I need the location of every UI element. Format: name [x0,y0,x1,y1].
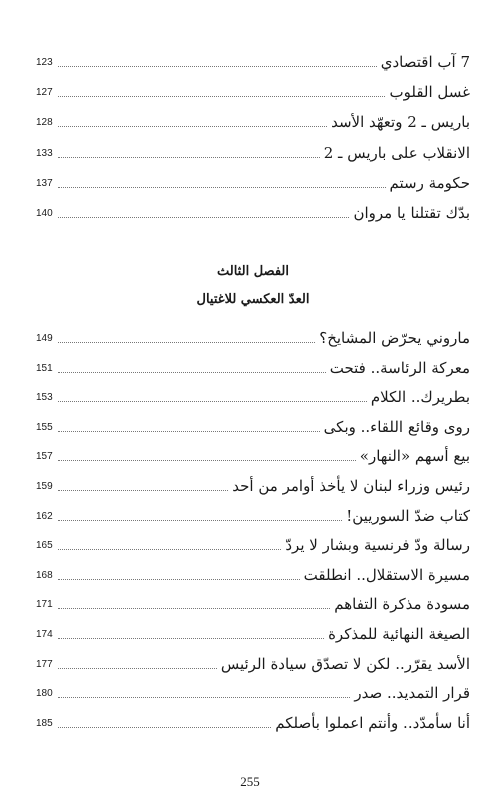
toc-entry-page: 157 [36,451,53,463]
toc-entry-page: 180 [36,688,53,700]
page-number: 255 [240,774,260,789]
toc-entry [36,709,470,733]
leader-dots [58,400,367,402]
toc-entry [36,620,470,644]
toc-entry [36,169,470,193]
toc-entry-title: قرار التمديد.. صدر [354,684,470,703]
leader-dots [58,156,320,158]
toc-entry-title: مسودة مذكرة التفاهم [334,595,470,614]
toc-entry [36,679,470,703]
leader-dots [58,459,356,461]
leader-dots [58,637,324,639]
toc-entry [36,472,470,496]
leader-dots [58,726,271,728]
toc-entry-title: رسالة ودّ فرنسية وبشار لا يردّ [285,536,470,555]
toc-entry-title: الأسد يقرّر.. لكن لا تصدّق سيادة الرئيس [220,654,470,673]
leader-dots [58,696,350,698]
leader-dots [58,341,315,343]
toc-entry-title: أنا سأمدّد.. وأنتم اعملوا بأصلكم [275,713,470,732]
toc-entry-title: بطريرك.. الكلام [370,388,470,407]
leader-dots [58,578,300,580]
toc-entry-page: 127 [36,87,53,99]
toc-entry [36,139,470,163]
toc-entry [36,383,470,407]
toc-entry-page: 174 [36,629,53,640]
toc-entry [36,590,470,614]
leader-dots [58,125,327,127]
leader-dots [58,65,377,67]
toc-entry-page: 133 [36,147,53,159]
toc-entry [36,324,470,348]
toc-entry-page: 185 [36,717,53,729]
toc-entry-page: 155 [36,421,53,433]
toc-entry-page: 137 [36,177,53,189]
toc-entry [36,502,470,526]
toc-entry-title: روى وقائع اللقاء.. وبكى [323,417,470,436]
toc-entry [36,199,470,223]
leader-dots [58,489,228,491]
toc-entry-page: 140 [36,208,53,219]
toc-entry-title: كتاب ضدّ السوريين! [346,506,470,525]
chapter-subheading: العدّ العكسي للاغتيال [196,292,310,307]
toc-entry-title: معركة الرئاسة.. فتحت [329,358,470,377]
leader-dots [58,607,330,609]
leader-dots [58,430,320,432]
toc-entry [36,561,470,585]
toc-entry-title: باريس ـ 2 وتعهّد الأسد [331,113,470,132]
toc-entry-page: 165 [36,540,53,552]
toc-entry-page: 177 [36,658,53,670]
toc-entry-page: 159 [36,481,53,492]
toc-entry-title: مسيرة الاستقلال.. انطلقت [303,565,470,584]
toc-entry [36,531,470,555]
toc-entry-title: حكومة رستم [389,173,470,192]
toc-entry-page: 171 [36,599,53,611]
toc-entry-page: 123 [36,57,53,68]
toc-entry-title: 7 آب اقتصادي [380,53,470,71]
toc-entry-title: رئيس وزراء لبنان لا يأخذ أوامر من أحد [232,477,470,495]
leader-dots [58,371,326,373]
toc-entry [36,354,470,378]
toc-entry-title: بيع أسهم «النهار» [359,447,470,466]
leader-dots [58,95,385,97]
toc-entry-page: 149 [36,333,53,344]
toc-entry-title: ماروني يحرّض المشايخ؟ [319,329,470,347]
toc-entry-title: الانقلاب على باريس ـ 2 [323,143,470,162]
toc-entry [36,78,470,102]
toc-entry [36,413,470,437]
leader-dots [58,667,217,669]
leader-dots [58,519,342,521]
toc-entry [36,650,470,674]
toc-entry-page: 162 [36,510,53,522]
toc-entry [36,442,470,466]
chapter-heading: الفصل الثالث [217,264,289,279]
toc-entry-title: غسل القلوب [389,83,470,102]
toc-entry-page: 151 [36,362,53,374]
toc-entry-page: 153 [36,392,53,404]
leader-dots [58,216,349,218]
leader-dots [58,186,386,188]
toc-entry [36,48,470,72]
toc-entry [36,108,470,132]
toc-entry-title: الصيغة النهائية للمذكرة [328,625,470,643]
toc-entry-page: 168 [36,569,53,581]
leader-dots [58,548,281,550]
toc-entry-title: بدّك تقتلنا يا مروان [353,204,470,222]
toc-entry-page: 128 [36,117,53,129]
